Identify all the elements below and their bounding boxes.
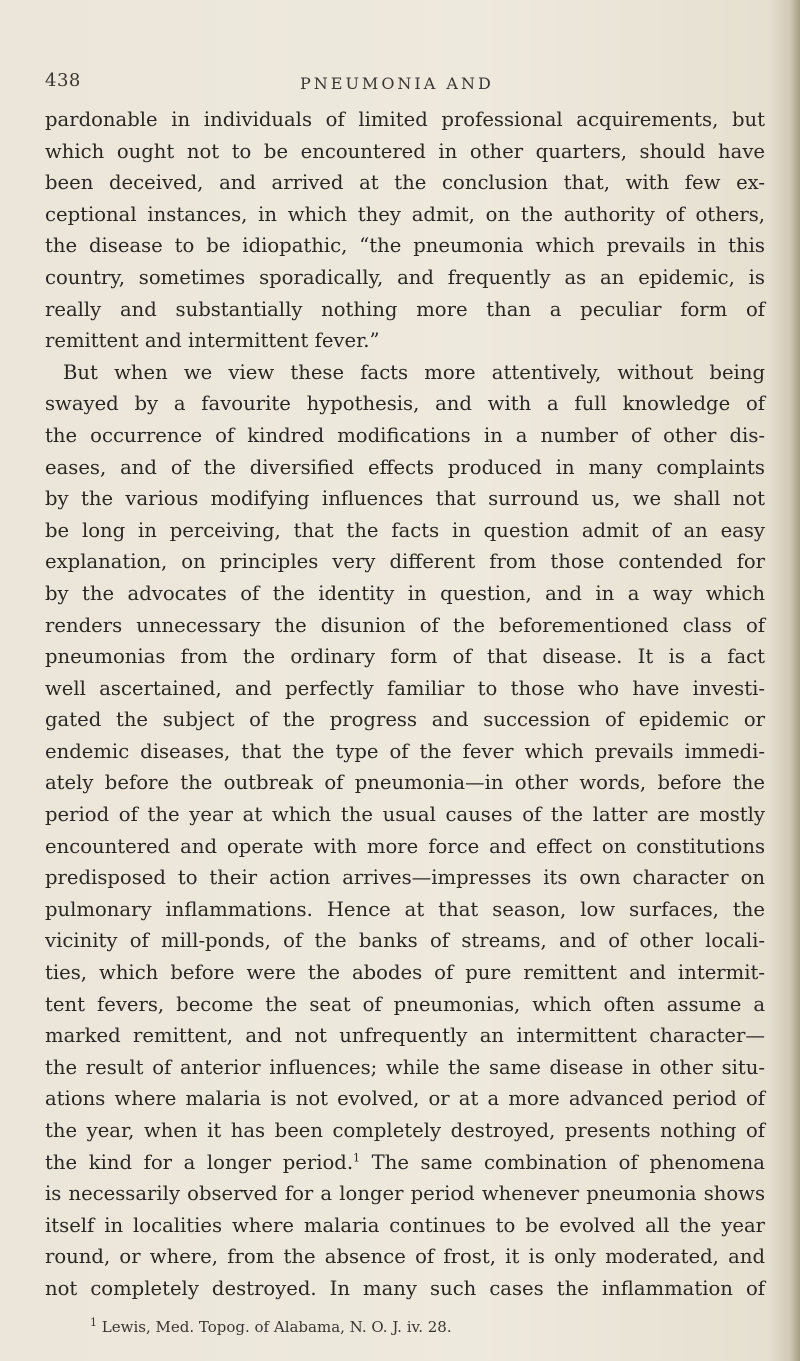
text-line-30: marked remittent, and not unfrequently an intermittent character— — [45, 1024, 765, 1048]
text-line-33: the year, when it has been completely destroyed, presents nothing of — [45, 1119, 765, 1142]
text-line-6: country, sometimes sporadically, and frequently as an epidemic, is — [45, 265, 765, 289]
page-number: 438 — [45, 70, 81, 91]
text-line-26: pulmonary inflammations. Hence at that season, low surfaces, the — [45, 897, 765, 921]
text-line-35: is necessarily observed for a longer period whenever pneumonia shows — [45, 1182, 765, 1206]
text-line-1: pardonable in individuals of limited professional acquirements, but — [45, 108, 765, 131]
text-line-19: well ascertained, and perfectly familiar to those who have investi- — [45, 676, 765, 700]
text-line-29: tent fevers, become the seat of pneumonias, which often assume a — [45, 992, 765, 1016]
text-line-4: ceptional instances, in which they admit, on the authority of others, — [45, 202, 765, 226]
text-line-34-head: the kind for a longer period. — [45, 1150, 354, 1174]
footnote-marker: 1 — [90, 1316, 97, 1329]
text-line-32: ations where malaria is not evolved, or at a more advanced period of — [45, 1087, 765, 1111]
footnote — [90, 1318, 452, 1336]
text-line-14: be long in perceiving, that the facts in question admit of an easy — [45, 518, 765, 542]
text-line-27: vicinity of mill-ponds, of the banks of streams, and of other locali- — [45, 929, 765, 953]
text-line-13: by the various modifying influences that surround us, we shall not — [45, 487, 765, 511]
text-line-10: swayed by a favourite hypothesis, and with a full knowledge of — [45, 392, 765, 416]
text-line-16: by the advocates of the identity in question, and in a way which — [45, 581, 765, 605]
running-head: PNEUMONIA AND — [300, 74, 494, 93]
text-line-17: renders unnecessary the disunion of the beforementioned class of — [45, 613, 765, 637]
text-line-5: the disease to be idiopathic, “the pneumonia which prevails in this — [45, 234, 765, 258]
text-line-28: ties, which before were the abodes of pure remittent and intermit- — [45, 961, 765, 985]
text-line-7: really and substantially nothing more than a peculiar form of — [45, 297, 765, 321]
text-line-34-tail: The same combination of phenomena — [360, 1150, 765, 1174]
footnote-reference: 1 — [353, 1151, 361, 1165]
text-line-2: which ought not to be encountered in other quarters, should have — [45, 139, 765, 163]
text-line-8: remittent and intermittent fever.” — [45, 329, 380, 353]
text-line-9: But when we view these facts more attentively, without being — [63, 360, 765, 384]
text-line-24: encountered and operate with more force and effect on constitutions — [45, 834, 765, 858]
footnote-text: Lewis, Med. Topog. of Alabama, N. O. J. iv. 28. — [101, 1318, 452, 1336]
text-line-22: ately before the outbreak of pneumonia—in other words, before the — [45, 771, 765, 795]
text-line-15: explanation, on principles very different from those contended for — [45, 550, 765, 574]
text-line-31: the result of anterior influences; while the same disease in other situ- — [45, 1055, 765, 1079]
text-line-18: pneumonias from the ordinary form of that disease. It is a fact — [45, 645, 765, 669]
text-line-25: predisposed to their action arrives—impresses its own character on — [45, 866, 765, 890]
text-line-34 — [45, 1147, 765, 1179]
text-line-20: gated the subject of the progress and succession of epidemic or — [45, 708, 765, 732]
text-line-3: been deceived, and arrived at the conclusion that, with few ex- — [45, 171, 765, 195]
body-text — [45, 104, 765, 1305]
text-line-11: the occurrence of kindred modifications in a number of other dis- — [45, 423, 765, 447]
text-line-37: round, or where, from the absence of frost, it is only moderated, and — [45, 1245, 765, 1269]
text-line-36: itself in localities where malaria continues to be evolved all the year — [45, 1213, 765, 1237]
text-line-21: endemic diseases, that the type of the fever which prevails immedi- — [45, 739, 765, 763]
text-line-38: not completely destroyed. In many such cases the inflammation of — [45, 1276, 765, 1300]
text-line-23: period of the year at which the usual causes of the latter are mostly — [45, 803, 765, 827]
text-line-12: eases, and of the diversified effects produced in many complaints — [45, 455, 765, 479]
page-edge — [788, 0, 800, 1361]
